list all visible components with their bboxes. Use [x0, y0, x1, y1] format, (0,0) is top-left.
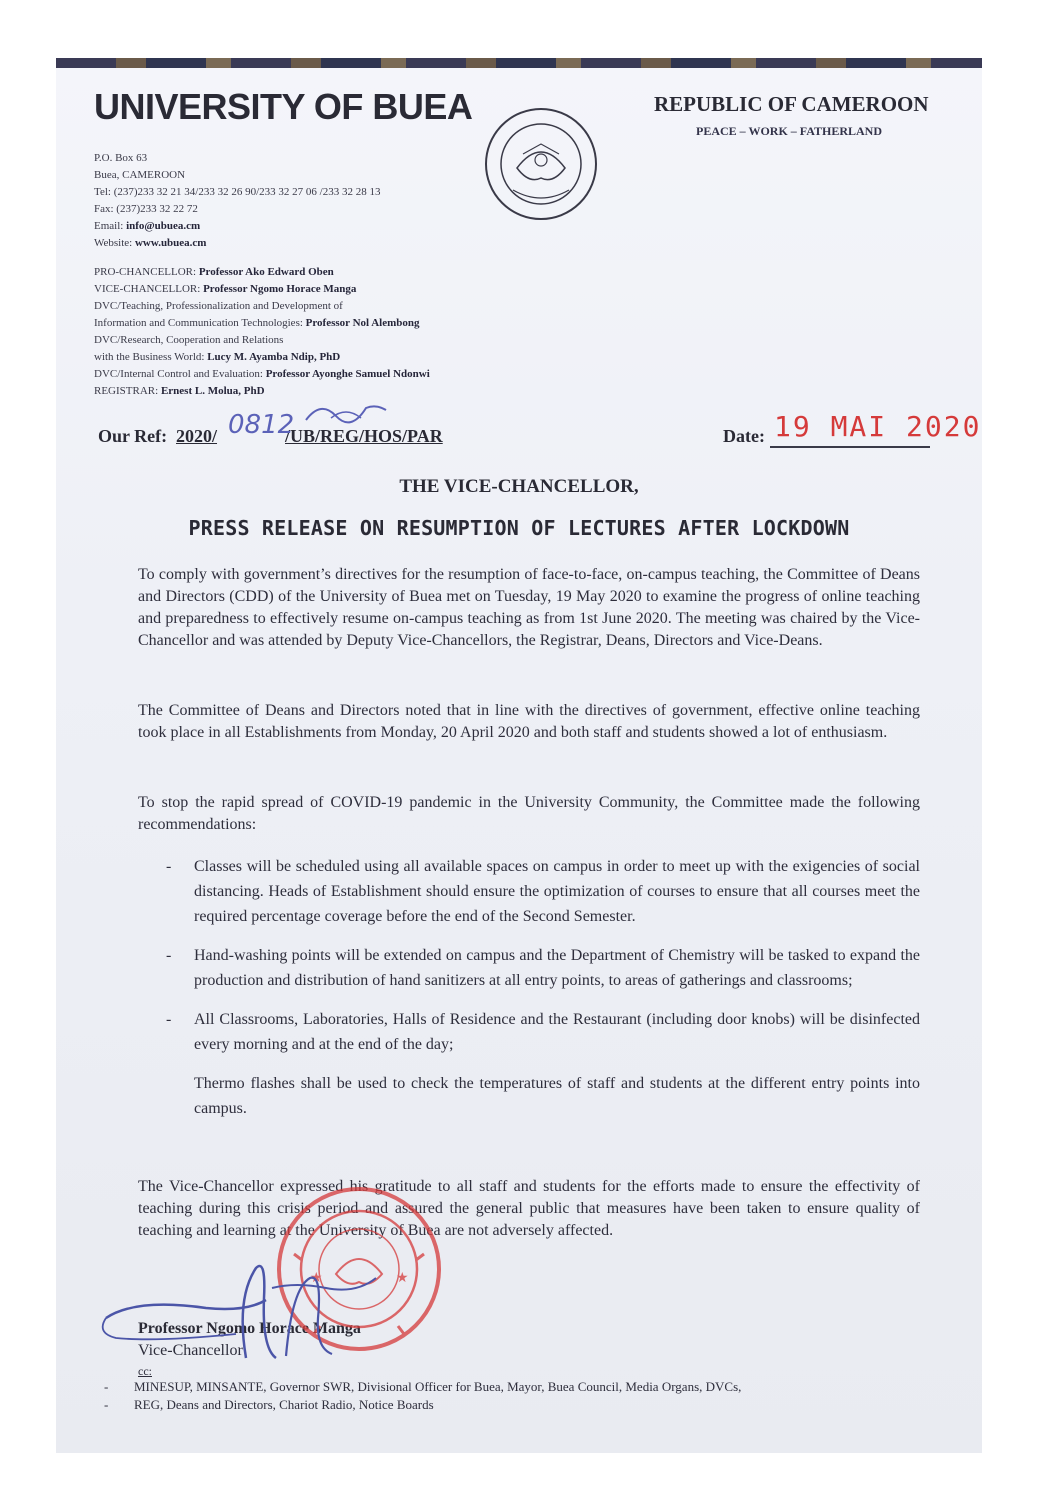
svg-text:★: ★ — [310, 1270, 323, 1286]
recommendation-item: - Hand-washing points will be extended on campus and the Department of Chemistry will be tasked to expand the production and distribution of hand sanitizers at all entry points, to areas of gatherings and classrooms; — [166, 947, 920, 989]
official-role: DVC/Research, Cooperation and Relations — [94, 334, 284, 346]
official-name: Professor Nol Alembong — [305, 317, 420, 329]
reference-handwritten-number: 0812 — [228, 410, 295, 440]
recommendations-list — [166, 854, 920, 1121]
recommendation-item: - All Classrooms, Laboratories, Halls of Residence and the Restaurant (including door knobs) will be disinfected every morning and at the end of the day; — [166, 1011, 920, 1053]
address-line: P.O. Box 63 — [94, 152, 148, 164]
university-seal-icon — [483, 106, 599, 222]
cc-line: - REG, Deans and Directors, Chariot Radio, Notice Boards — [104, 1397, 434, 1412]
paragraph: To stop the rapid spread of COVID-19 pandemic in the University Community, the Committee made the following recommendations: — [138, 794, 920, 833]
date-label: Date: — [723, 426, 765, 446]
recommendation-text: All Classrooms, Laboratories, Halls of Residence and the Restaurant (including door knobs) will be disinfected every morning and at the end of the day; — [194, 1011, 920, 1053]
recommendation-item: - Classes will be scheduled using all available spaces on campus in order to meet up with the exigencies of social distancing. Heads of Establishment should ensure the optimization of courses to ensure that all courses meet the required percentage coverage before the end of the Second Semester. — [166, 858, 920, 925]
official-role: DVC/Internal Control and Evaluation: — [94, 368, 263, 380]
officials-list — [94, 264, 430, 400]
official-name: Professor Ako Edward Oben — [198, 266, 334, 278]
svg-text:★: ★ — [396, 1270, 409, 1286]
address-line: Buea, CAMEROON — [94, 169, 186, 181]
background-strip — [56, 58, 982, 68]
official-role: VICE-CHANCELLOR: — [94, 283, 201, 295]
official-role: Information and Communication Technologies: — [94, 317, 303, 329]
cc-line: - MINESUP, MINSANTE, Governor SWR, Divisional Officer for Buea, Mayor, Buea Council, Media Organs, DVCs, — [104, 1379, 742, 1394]
official-role: with the Business World: — [94, 351, 205, 363]
thermo-note: Thermo flashes shall be used to check the temperatures of staff and students at the different entry points into campus. — [194, 1075, 920, 1117]
address-line: Fax: (237)233 32 22 72 — [94, 203, 198, 215]
official-line — [94, 332, 430, 349]
official-line — [94, 264, 430, 281]
recommendation-text: Classes will be scheduled using all available spaces on campus in order to meet up with the exigencies of social distancing. Heads of Establishment should ensure the optimization of courses to ensure that all courses meet the required percentage coverage before the end of the Second Semester. — [194, 858, 920, 925]
university-name: UNIVERSITY OF BUEA — [94, 86, 473, 127]
reference-prefix: 2020/ — [176, 426, 218, 446]
cc-label: cc: — [138, 1364, 152, 1378]
cc-text: MINESUP, MINSANTE, Governor SWR, Divisional Officer for Buea, Mayor, Buea Council, Media Organs, DVCs, — [134, 1379, 742, 1394]
press-release-title: PRESS RELEASE ON RESUMPTION OF LECTURES AFTER LOCKDOWN — [188, 516, 850, 540]
official-name: Professor Ayonghe Samuel Ndonwi — [265, 368, 430, 380]
official-line — [94, 349, 430, 366]
official-line — [94, 315, 430, 332]
initials-scribble-icon — [301, 398, 391, 428]
handwritten-signature-icon — [96, 1238, 476, 1378]
official-role: PRO-CHANCELLOR: — [94, 266, 197, 278]
recommendation-text: Hand-washing points will be extended on campus and the Department of Chemistry will be tasked to expand the production and distribution of hand sanitizers at all entry points, to areas of gatherings and classrooms; — [194, 947, 920, 989]
reference-suffix: /UB/REG/HOS/PAR — [285, 426, 443, 446]
date-underline — [770, 446, 930, 448]
email-line — [94, 218, 380, 235]
reference-value — [176, 426, 443, 447]
official-role: DVC/Teaching, Professionalization and Development of — [94, 300, 343, 312]
republic-heading: REPUBLIC OF CAMEROON — [654, 92, 929, 116]
official-name: Professor Ngomo Horace Manga — [203, 283, 357, 295]
official-line — [94, 366, 430, 383]
reference-label: Our Ref: — [98, 426, 168, 446]
cc-list — [104, 1378, 741, 1414]
website-label: Website: — [94, 237, 133, 249]
paragraph: To comply with government’s directives for the resumption of face-to-face, on-campus teaching, the Committee of Deans and Directors (CDD) of the University of Buea met on Tuesday, 19 May 2020 to examine the progress of online teaching and preparedness to effectively resume on-campus teaching as from 1st June 2020. The meeting was chaired by the Vice-Chancellor and was attended by Deputy Vice-Chancellors, the Registrar, Deans, Directors and Vice-Deans. — [138, 566, 920, 649]
official-line — [94, 298, 430, 315]
date-stamp: 19 MAI 2020 — [774, 410, 982, 443]
paragraph: The Committee of Deans and Directors noted that in line with the directives of government, effective online teaching took place in all Establishments from Monday, 20 April 2020 and both staff and students showed a lot of enthusiasm. — [138, 702, 920, 741]
address-line: Tel: (237)233 32 21 34/233 32 26 90/233 32 27 06 /233 32 28 13 — [94, 186, 381, 198]
signatory-title: Vice-Chancellor — [138, 1342, 243, 1359]
official-line — [94, 281, 430, 298]
email-value: info@ubuea.cm — [126, 220, 201, 232]
email-label: Email: — [94, 220, 124, 232]
website-value: www.ubuea.cm — [134, 237, 207, 249]
signatory-name: Professor Ngomo Horace Manga — [138, 1320, 361, 1337]
official-role: REGISTRAR: — [94, 385, 159, 397]
official-name: Lucy M. Ayamba Ndip, PhD — [207, 351, 341, 363]
closing-paragraph: The Vice-Chancellor expressed his gratitude to all staff and students for the efforts made to ensure the effectivity of teaching during this crisis period and assured the general public that measures have been taken to ensure quality of teaching and learning at the University of Buea are not adversely affected. — [138, 1178, 920, 1239]
issuer-heading: THE VICE-CHANCELLOR, — [399, 476, 639, 497]
cc-text: REG, Deans and Directors, Chariot Radio, Notice Boards — [134, 1397, 434, 1412]
national-motto: PEACE – WORK – FATHERLAND — [696, 124, 883, 138]
document-photo — [56, 58, 982, 1453]
address-block — [94, 150, 380, 252]
official-name: Ernest L. Molua, PhD — [160, 385, 265, 397]
website-line — [94, 235, 380, 252]
